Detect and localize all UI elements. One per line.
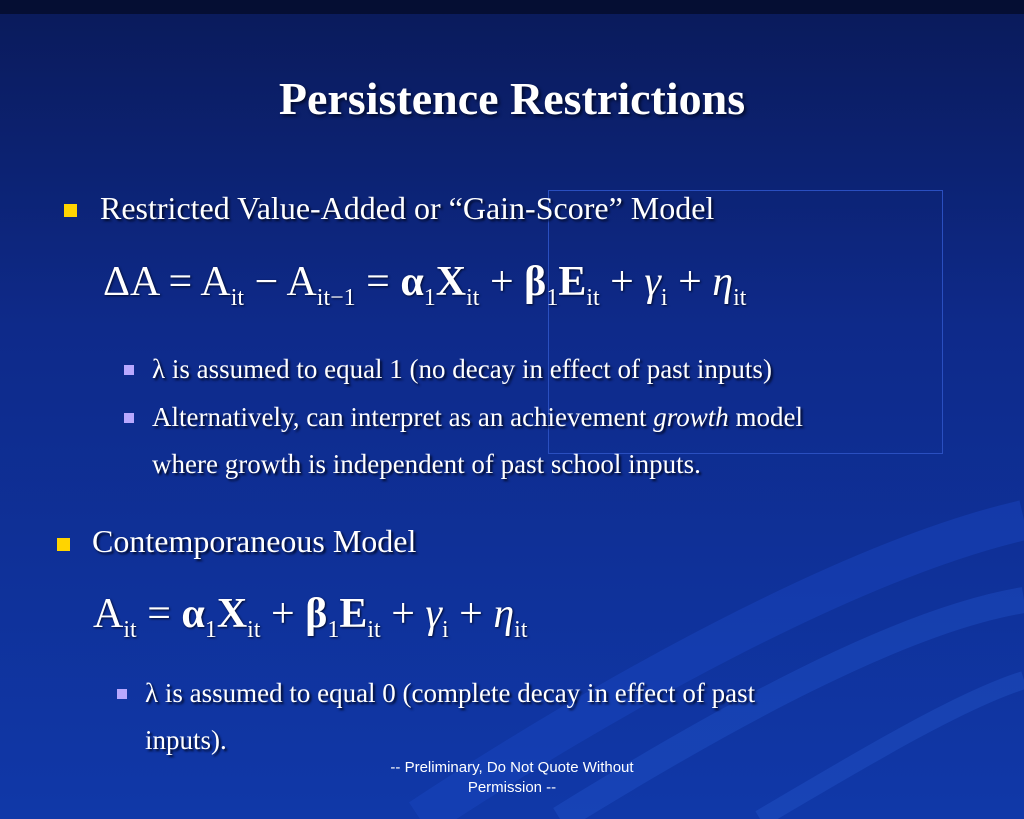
section2-heading: Contemporaneous Model bbox=[92, 523, 417, 559]
section1-bullet2 bbox=[152, 394, 952, 488]
section2-bullet1-text: is assumed to equal 0 (complete decay in effect of past bbox=[158, 678, 756, 708]
lambda-symbol: λ bbox=[152, 354, 166, 384]
slide-top-bar bbox=[0, 0, 1024, 14]
sub-bullet-square-icon bbox=[124, 413, 134, 423]
bullet-square-icon bbox=[57, 538, 70, 551]
footer-line1: -- Preliminary, Do Not Quote Without bbox=[390, 759, 634, 776]
section1-bullet2-line2: where growth is independent of past school inputs. bbox=[152, 449, 701, 479]
section1-bullet1-text: is assumed to equal 1 (no decay in effect of past inputs) bbox=[165, 354, 772, 384]
section1-bullet2-text-b: model bbox=[728, 402, 804, 432]
section1-heading: Restricted Value-Added or “Gain-Score” Model bbox=[100, 190, 715, 226]
lambda-symbol: λ bbox=[145, 678, 159, 708]
growth-emphasis: growth bbox=[653, 402, 729, 432]
footer-line2: Permission -- bbox=[467, 779, 557, 796]
section2-bullet1-line2: inputs). bbox=[145, 725, 227, 755]
section2-bullet1 bbox=[145, 670, 945, 764]
bullet-square-icon bbox=[64, 204, 77, 217]
section1-bullet1 bbox=[152, 346, 772, 393]
gain-score-equation: $\Delta A = A_{it} - A_{it-1} = \alpha_1X_{it} + \beta_1E_{it} + \gamma_i + \eta_{it}$ bbox=[103, 259, 747, 311]
contemporaneous-equation: $A_{it} = \alpha_1X_{it} + \beta_1E_{it} + \gamma_i + \eta_{it}$ bbox=[93, 591, 528, 643]
slide-title: Persistence Restrictions bbox=[278, 73, 746, 124]
section1-bullet2-text-a: Alternatively, can interpret as an achievement bbox=[152, 402, 654, 432]
footer-disclaimer bbox=[360, 758, 664, 798]
sub-bullet-square-icon bbox=[124, 365, 134, 375]
sub-bullet-square-icon bbox=[117, 689, 127, 699]
